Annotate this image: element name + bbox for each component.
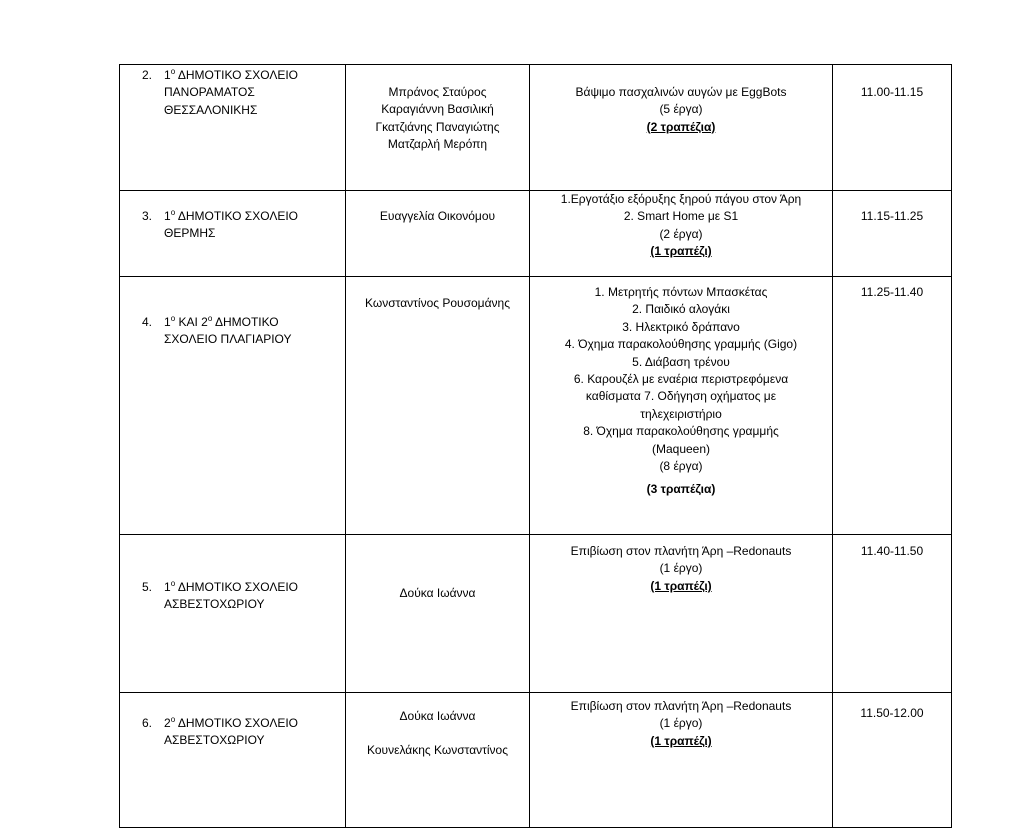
project-line: Βάψιμο πασχαλινών αυγών με EggBots (575, 85, 787, 99)
table-row (120, 191, 952, 277)
school-line: ΘΕΣΣΑΛΟΝΙΚΗΣ (164, 102, 258, 117)
project-line: 2. Smart Home με S1 (623, 209, 739, 224)
project-line: 2. Παιδικό αλογάκι (632, 302, 730, 317)
project-line: 1.Εργοτάξιο εξόρυξης ξηρού πάγου στον Άρη (560, 192, 802, 206)
ordinal-superscript: ο (207, 314, 213, 323)
project-line: Επιβίωση στον πλανήτη Άρη –Redonauts (570, 699, 792, 713)
school-line: ΑΣΒΕΣΤΟΧΩΡΙΟΥ (164, 597, 265, 612)
school-cell (120, 65, 346, 191)
table-row (120, 65, 952, 191)
ordinal-superscript: ο (170, 67, 176, 76)
school-line: $1^o$ ΔΗΜΟΤΙΚΟ ΣΧΟΛΕΙΟ (164, 579, 299, 594)
school-line: $2^o$ ΔΗΜΟΤΙΚΟ ΣΧΟΛΕΙΟ (164, 715, 299, 730)
teacher-name: Κωνσταντίνος Ρουσομάνης (365, 296, 510, 310)
teacher-name: Ματζαρλή Μερόπη (387, 137, 488, 152)
school-line: $1^o$ ΔΗΜΟΤΙΚΟ ΣΧΟΛΕΙΟ (164, 67, 299, 82)
teachers-cell (346, 277, 530, 535)
teachers-cell (346, 535, 530, 693)
project-line: (Maqueen) (651, 441, 711, 456)
project-line: (1 έργο) (659, 716, 703, 731)
project-line: 4. Όχημα παρακολούθησης γραμμής (Gigo) (564, 337, 798, 352)
table-row (120, 535, 952, 693)
tables-count: (1 τραπέζι) (650, 244, 712, 259)
project-line: τηλεχειριστήριο (640, 406, 722, 421)
time-slot: 11.15-11.25 (833, 191, 952, 277)
project-line: (1 έργο) (659, 561, 703, 576)
teachers-cell (346, 693, 530, 828)
row-number: 2. (142, 68, 153, 82)
time-slot: 11.40-11.50 (833, 535, 952, 693)
tables-count: (1 τραπέζι) (650, 733, 712, 748)
teacher-name: Ευαγγελία Οικονόμου (379, 209, 496, 223)
time-slot: 11.25-11.40 (833, 277, 952, 535)
school-cell (120, 693, 346, 828)
school-line: $1^o$ ΚΑΙ $2^o$ ΔΗΜΟΤΙΚΟ (164, 314, 279, 329)
school-name (164, 715, 341, 750)
time-slot: 11.00-11.15 (833, 65, 952, 191)
project-line: (2 έργα) (659, 226, 703, 241)
project-line: 8. Όχημα παρακολούθησης γραμμής (583, 424, 779, 439)
school-line: ΠΑΝΟΡΑΜΑΤΟΣ (164, 85, 255, 100)
school-name (164, 67, 341, 119)
teachers-cell (346, 65, 530, 191)
school-line: ΑΣΒΕΣΤΟΧΩΡΙΟΥ (164, 733, 265, 748)
projects-cell (530, 277, 833, 535)
ordinal-superscript: ο (170, 314, 176, 323)
projects-cell (530, 191, 833, 277)
table-row (120, 693, 952, 828)
tables-count: (2 τραπέζια) (646, 119, 716, 134)
time-slot: 11.50-12.00 (833, 693, 952, 828)
teacher-name: Κουνελάκης Κωνσταντίνος (367, 743, 508, 758)
project-line: 6. Καρουζέλ με εναέρια περιστρεφόμενα (573, 372, 789, 387)
ordinal-superscript: ο (170, 579, 176, 588)
ordinal-superscript: ο (170, 715, 176, 724)
tables-count: (3 τραπέζια) (646, 482, 716, 497)
teacher-name: Δούκα Ιωάννα (399, 709, 476, 723)
teacher-name: Καραγιάννη Βασιλική (381, 102, 494, 117)
projects-cell (530, 535, 833, 693)
school-cell (120, 535, 346, 693)
row-number: 5. (142, 580, 153, 594)
project-line: (8 έργα) (659, 459, 703, 474)
schedule-table (119, 64, 952, 828)
table-row (120, 277, 952, 535)
teachers-cell (346, 191, 530, 277)
teacher-name: Γκατζιάνης Παναγιώτης (375, 119, 500, 134)
school-cell (120, 277, 346, 535)
project-line: (5 έργα) (659, 102, 703, 117)
tables-count: (1 τραπέζι) (650, 578, 712, 593)
school-line: ΘΕΡΜΗΣ (164, 226, 216, 241)
ordinal-superscript: ο (170, 208, 176, 217)
teacher-name: Μπράνος Σταύρος (388, 85, 487, 99)
row-number: 4. (142, 315, 153, 329)
row-number: 3. (142, 209, 153, 223)
school-name (164, 579, 341, 614)
project-line: Επιβίωση στον πλανήτη Άρη –Redonauts (570, 544, 792, 558)
school-line: $1^o$ ΔΗΜΟΤΙΚΟ ΣΧΟΛΕΙΟ (164, 208, 299, 223)
project-line: 1. Μετρητής πόντων Μπασκέτας (594, 285, 768, 299)
school-name (164, 314, 341, 349)
school-cell (120, 191, 346, 277)
row-number: 6. (142, 716, 153, 730)
school-name (164, 208, 341, 243)
school-line: ΣΧΟΛΕΙΟ ΠΛΑΓΙΑΡΙΟΥ (164, 332, 292, 347)
project-line: 3. Ηλεκτρικό δράπανο (622, 319, 740, 334)
project-line: 5. Διάβαση τρένου (632, 354, 730, 369)
projects-cell (530, 693, 833, 828)
teacher-name: Δούκα Ιωάννα (399, 586, 476, 600)
project-line: καθίσματα 7. Οδήγηση οχήματος με (585, 389, 777, 404)
projects-cell (530, 65, 833, 191)
